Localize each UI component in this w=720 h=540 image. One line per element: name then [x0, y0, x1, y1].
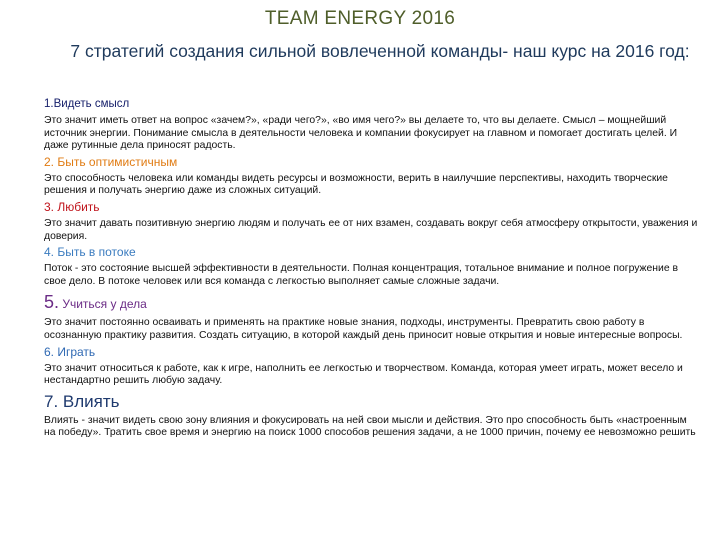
strategy-7 — [44, 392, 700, 440]
strategy-4 — [44, 244, 700, 288]
strategies-list — [44, 96, 700, 441]
strategy-4-heading: 4. Быть в потоке — [44, 245, 136, 260]
strategy-2-heading: 2. Быть оптимистичным — [44, 154, 178, 169]
strategy-7-text: Влиять - значит видеть свою зону влияния и фокусировать на ней свои мысли и действия. Это про способность быть «настроенным на победу». Тратить свое время и энергию на поиск 1000 способов решения задачи, а не 1000 причин, почему ее невозможно решить — [44, 414, 696, 439]
strategy-3 — [44, 199, 700, 243]
strategy-5-text: Это значит постоянно осваивать и применять на практике новые знания, подходы, инструменты. Превратить свою работу в осознанную практику развития. Создать ситуацию, в которой каждый день приносит новые открытия и новые интересные вопросы. — [44, 317, 683, 341]
page-subtitle: 7 стратегий создания сильной вовлеченной команды- наш курс на 2016 год: — [70, 41, 690, 61]
strategy-3-text: Это значит давать позитивную энергию людям и получать ее от них взамен, создавать вокруг себя атмосферу открытости, уважения и доверия. — [44, 217, 698, 242]
strategy-6 — [44, 344, 700, 388]
strategy-6-heading: 6. Играть — [44, 344, 96, 359]
strategy-1-text: Это значит иметь ответ на вопрос «зачем?», «ради чего?», «во имя чего?» вы делаете то, что вы делаете. Смысл – мощнейший источник энергии. Понимание смысла в деятельности человека и компании фокусирует на главном и помогает достигать целей. И даже рутинные дела приносят радость. — [44, 115, 678, 152]
strategy-1-heading: 1.Видеть смысл — [44, 98, 130, 110]
strategy-2-text: Это способность человека или команды видеть ресурсы и возможности, верить в наилучшие перспективы, находить творческие решения и получать энергию даже из сложных ситуаций. — [44, 172, 668, 197]
strategy-5-number: 5. — [44, 292, 60, 313]
strategy-4-text: Поток - это состояние высшей эффективности в деятельности. Полная концентрация, тотальное внимание и полное погружение в свое дело. В потоке человек или вся команда с легкостью выполняет самые сложные задачи. — [44, 263, 679, 287]
strategy-2 — [44, 154, 700, 198]
strategy-5-title: Учиться у дела — [59, 297, 147, 312]
strategy-3-heading: 3. Любить — [44, 199, 100, 214]
strategy-6-text: Это значит относиться к работе, как к игре, наполнить ее легкостью и творчеством. Команда, которая умеет играть, может весело и нестандартно решить любую задачу. — [44, 362, 683, 387]
strategy-1 — [44, 96, 700, 153]
strategy-5 — [44, 292, 700, 342]
page-title: TEAM ENERGY 2016 — [264, 8, 456, 29]
strategy-7-heading: 7. Влиять — [44, 391, 120, 411]
strategy-5-heading — [44, 292, 700, 314]
